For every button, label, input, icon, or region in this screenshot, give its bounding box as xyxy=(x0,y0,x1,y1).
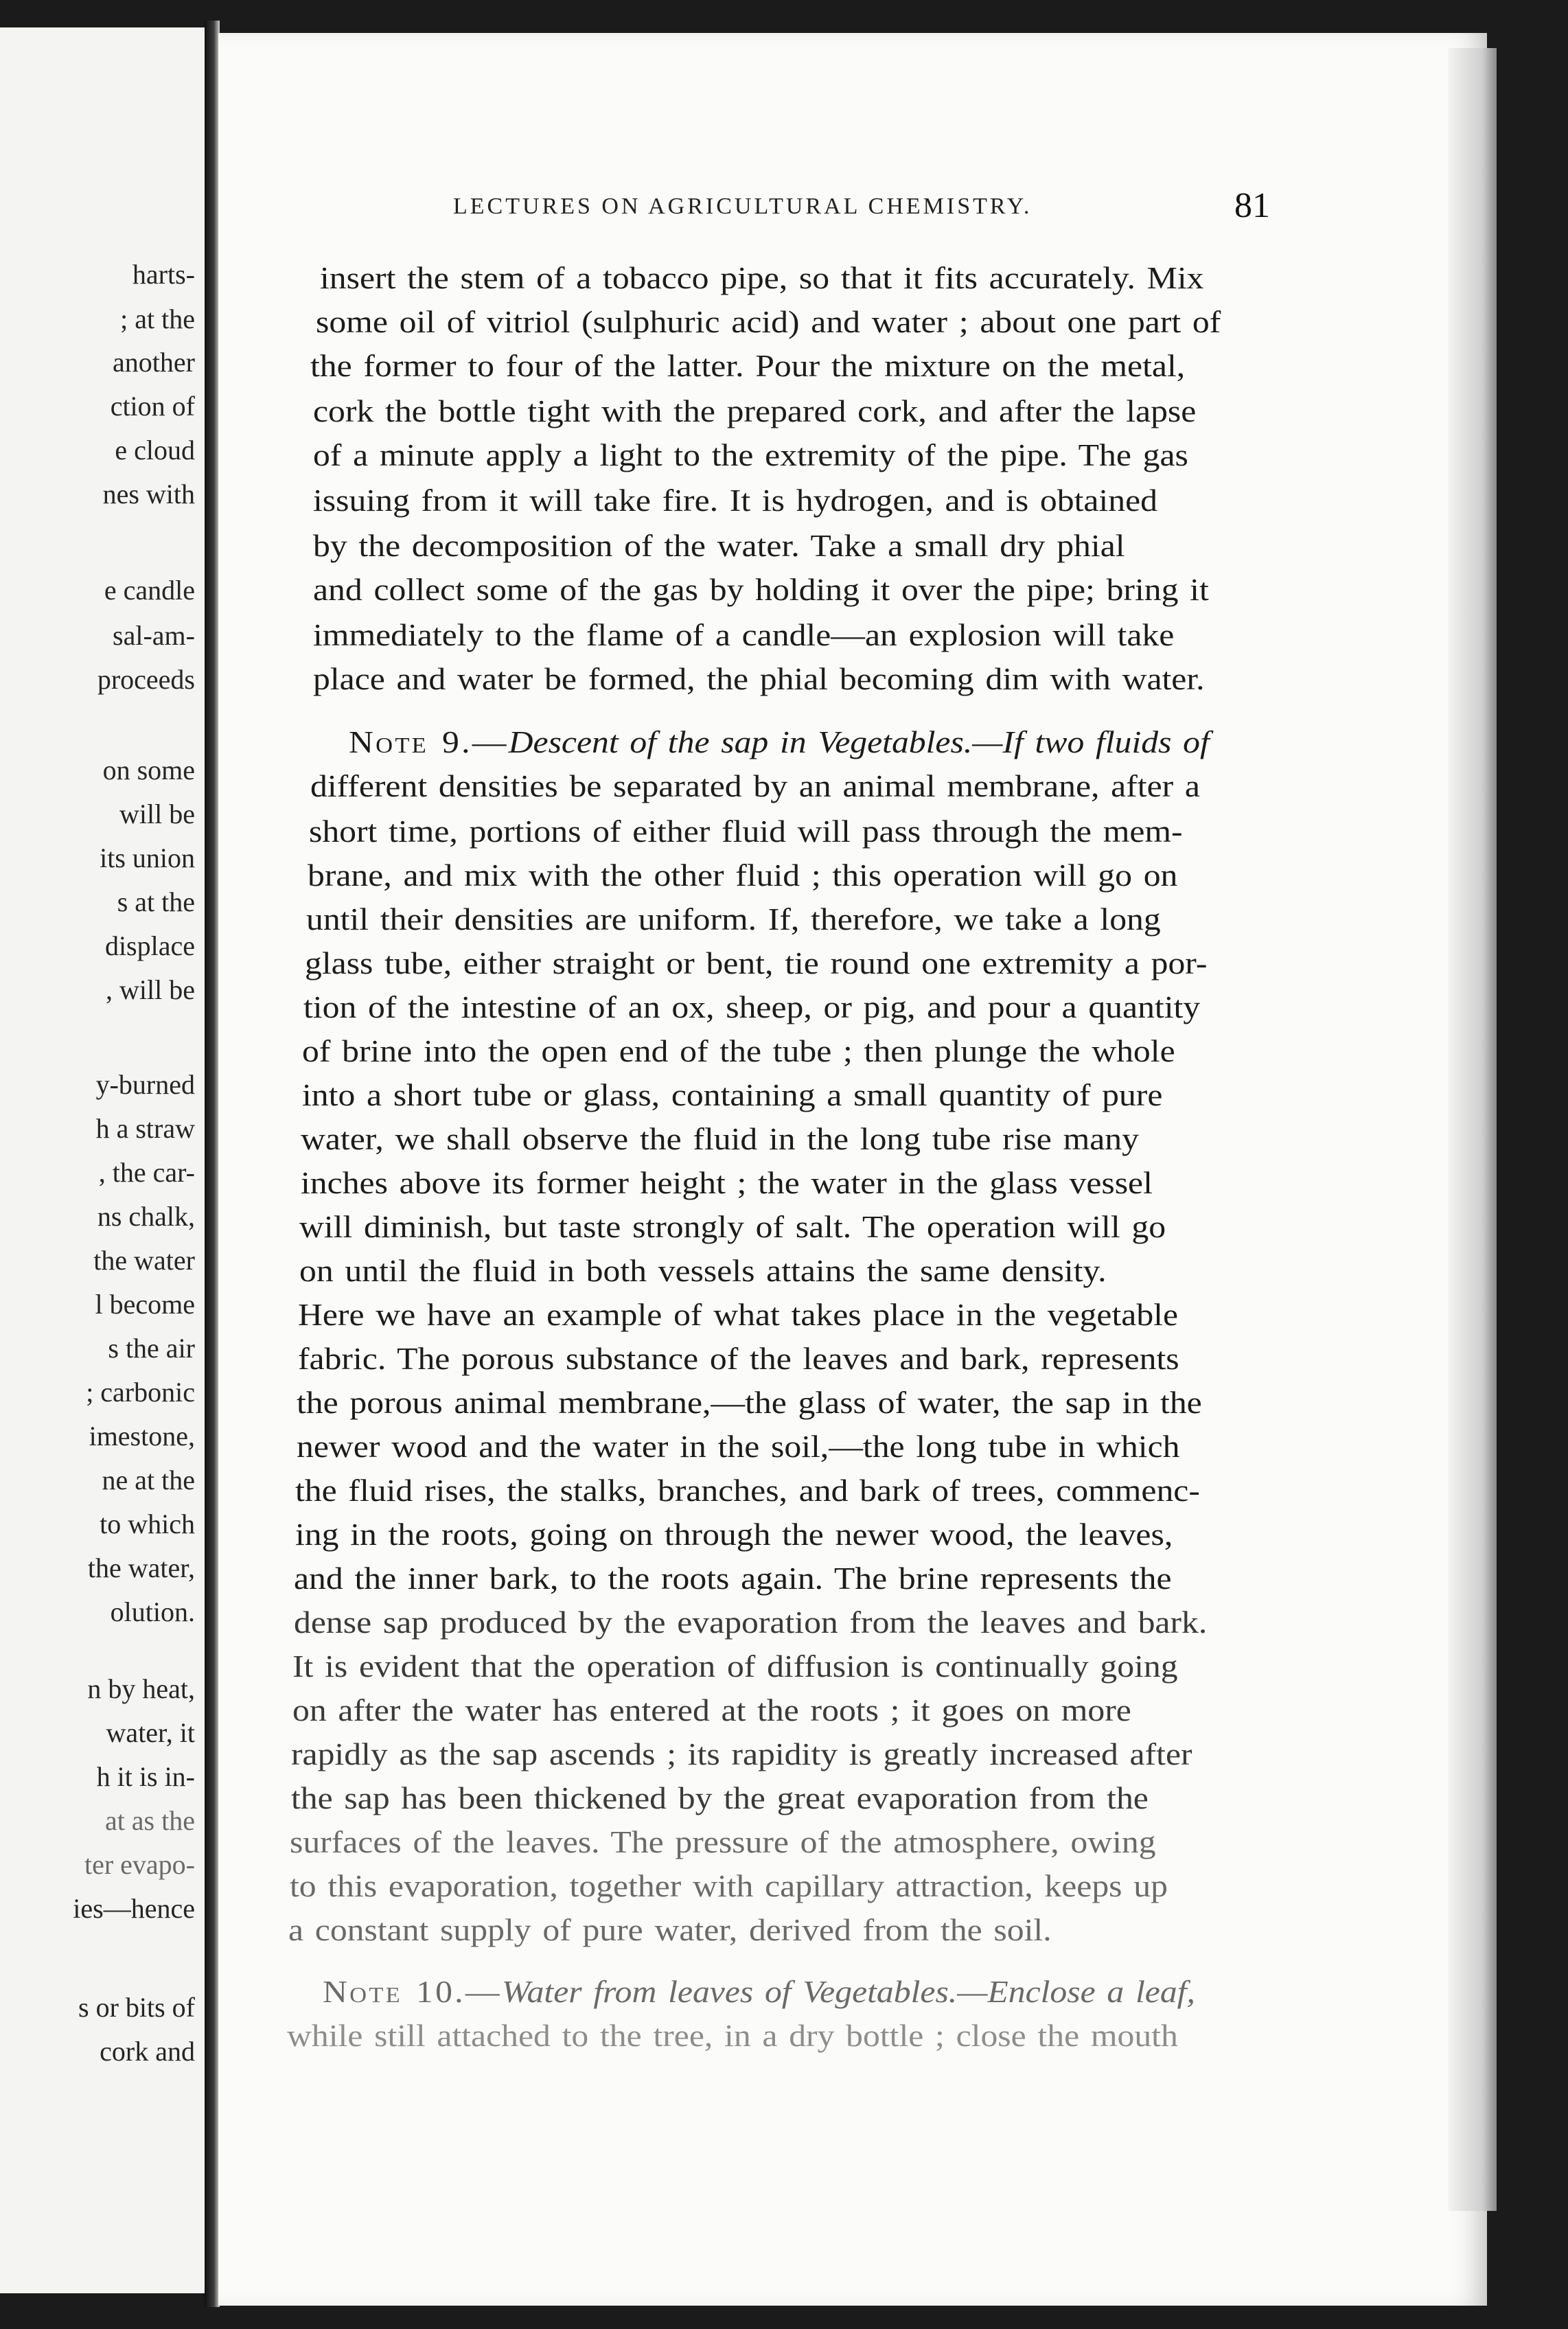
left-page-line: sal-am- xyxy=(113,620,195,651)
left-page-line: ne at the xyxy=(102,1465,195,1495)
left-page-line: proceeds xyxy=(97,664,195,695)
note-9-text: Descent of the sap in Vegetables.—If two fluids of xyxy=(508,724,1210,759)
left-page-line: ; at the xyxy=(120,303,195,334)
left-page-line: at as the xyxy=(104,1805,195,1836)
text-line: to this evaporation, together with capillary attraction, keeps up xyxy=(290,1868,1168,1903)
book-gutter xyxy=(205,21,220,2307)
text-line: ing in the roots, going on through the newer wood, the leaves, xyxy=(295,1517,1173,1552)
left-page-line: olution. xyxy=(110,1596,195,1627)
left-page-line: the water xyxy=(93,1245,195,1276)
left-page-line: on some xyxy=(102,755,195,785)
left-page-line: water, it xyxy=(106,1717,195,1748)
text-line: immediately to the flame of a candle—an explosion will take xyxy=(313,617,1175,652)
left-page-line: h a straw xyxy=(95,1113,195,1144)
text-line: glass tube, either straight or bent, tie round one extremity a por- xyxy=(305,945,1208,980)
text-line: the sap has been thickened by the great evaporation from the xyxy=(291,1780,1149,1815)
left-page-line: h it is in- xyxy=(96,1761,195,1792)
note-9-label: Note 9.— xyxy=(349,724,509,759)
text-line: Here we have an example of what takes place in the vegetable xyxy=(298,1297,1179,1332)
left-page-line: imestone, xyxy=(89,1421,195,1452)
left-page-line: s the air xyxy=(108,1333,195,1364)
left-page-line: n by heat, xyxy=(87,1673,195,1704)
left-page-line: nes with xyxy=(102,479,195,509)
text-line: brane, and mix with the other fluid ; this operation will go on xyxy=(308,858,1178,893)
text-line: cork the bottle tight with the prepared cork, and after the lapse xyxy=(313,393,1197,428)
left-page-line: l become xyxy=(95,1289,195,1320)
left-page-line: , the car- xyxy=(98,1157,195,1188)
left-page-fragment xyxy=(0,27,209,2293)
left-page-line: ; carbonic xyxy=(86,1377,195,1408)
text-line: issuing from it will take fire. It is hydrogen, and is obtained xyxy=(313,483,1157,518)
left-page-line: harts- xyxy=(132,259,195,290)
left-page-line: s at the xyxy=(117,886,195,917)
text-line: by the decomposition of the water. Take a small dry phial xyxy=(313,528,1125,563)
left-page-line: will be xyxy=(119,799,195,829)
left-page-line: e cloud xyxy=(115,435,195,466)
text-line: surfaces of the leaves. The pressure of the atmosphere, owing xyxy=(290,1824,1156,1859)
text-line: tion of the intestine of an ox, sheep, or pig, and pour a quantity xyxy=(303,989,1201,1024)
text-line: different densities be separated by an animal membrane, after a xyxy=(310,768,1200,803)
text-line: and collect some of the gas by holding it over the pipe; bring it xyxy=(313,572,1209,607)
text-line: short time, portions of either fluid will pass through the mem- xyxy=(309,814,1183,849)
text-line: the former to four of the latter. Pour the mixture on the metal, xyxy=(310,348,1186,383)
left-page-line: ns chalk, xyxy=(97,1201,195,1232)
page-edge-shadow xyxy=(1449,48,1497,2211)
text-line: on after the water has entered at the roots ; it goes on more xyxy=(292,1693,1131,1728)
left-page-line: e candle xyxy=(104,575,195,606)
text-line: until their densities are uniform. If, therefore, we take a long xyxy=(306,902,1161,937)
text-line: newer wood and the water in the soil,—the long tube in which xyxy=(297,1429,1180,1464)
text-line: water, we shall observe the fluid in the long tube rise many xyxy=(301,1121,1139,1156)
left-page-line: y-burned xyxy=(95,1069,195,1100)
running-head: LECTURES ON AGRICULTURAL CHEMISTRY. xyxy=(453,194,1033,219)
text-line: into a short tube or glass, containing a small quantity of pure xyxy=(302,1077,1163,1112)
text-line: some oil of vitriol (sulphuric acid) and water ; about one part of xyxy=(316,304,1221,339)
text-line: fabric. The porous substance of the leaves and bark, represents xyxy=(298,1341,1179,1376)
text-line: dense sap produced by the evaporation from the leaves and bark. xyxy=(294,1605,1208,1640)
left-page-line: ter evapo- xyxy=(84,1849,195,1880)
text-line: It is evident that the operation of diffusion is continually going xyxy=(292,1649,1178,1684)
note-10-label: Note 10.— xyxy=(323,1974,502,2009)
left-page-line: , will be xyxy=(106,974,195,1005)
text-line: a constant supply of pure water, derived from the soil. xyxy=(288,1912,1052,1947)
note-10-first-line xyxy=(323,1976,1195,2008)
text-line: while still attached to the tree, in a dry bottle ; close the mouth xyxy=(287,2018,1178,2053)
left-page-line: to which xyxy=(100,1508,195,1539)
left-page-line: ies—hence xyxy=(73,1893,195,1924)
note-9-first-line xyxy=(349,726,1210,758)
text-line: of brine into the open end of the tube ; then plunge the whole xyxy=(302,1033,1175,1068)
text-line: inches above its former height ; the water in the glass vessel xyxy=(301,1165,1153,1200)
left-page-line: cork and xyxy=(100,2036,195,2067)
text-line: rapidly as the sap ascends ; its rapidity is greatly increased after xyxy=(291,1736,1192,1771)
left-page-line: the water, xyxy=(87,1552,195,1583)
left-page-line: displace xyxy=(104,930,195,961)
page-number: 81 xyxy=(1234,186,1270,225)
text-line: and the inner bark, to the roots again. The brine represents the xyxy=(294,1561,1172,1596)
left-page-line: another xyxy=(113,347,195,378)
text-line: insert the stem of a tobacco pipe, so that it fits accurately. Mix xyxy=(320,260,1204,295)
text-line: the porous animal membrane,—the glass of water, the sap in the xyxy=(297,1385,1202,1420)
note-10-text: Water from leaves of Vegetables.—Enclose a leaf, xyxy=(501,1974,1195,2009)
text-line: of a minute apply a light to the extremity of the pipe. The gas xyxy=(313,437,1188,472)
left-page-line: ction of xyxy=(110,391,195,422)
text-line: will diminish, but taste strongly of salt. The operation will go xyxy=(299,1209,1166,1244)
left-page-line: its union xyxy=(100,842,195,873)
text-line: the fluid rises, the stalks, branches, and bark of trees, commenc- xyxy=(295,1473,1200,1508)
text-line: on until the fluid in both vessels attains the same density. xyxy=(299,1253,1107,1288)
text-line: place and water be formed, the phial becoming dim with water. xyxy=(313,661,1205,696)
left-page-line: s or bits of xyxy=(78,1992,195,2023)
